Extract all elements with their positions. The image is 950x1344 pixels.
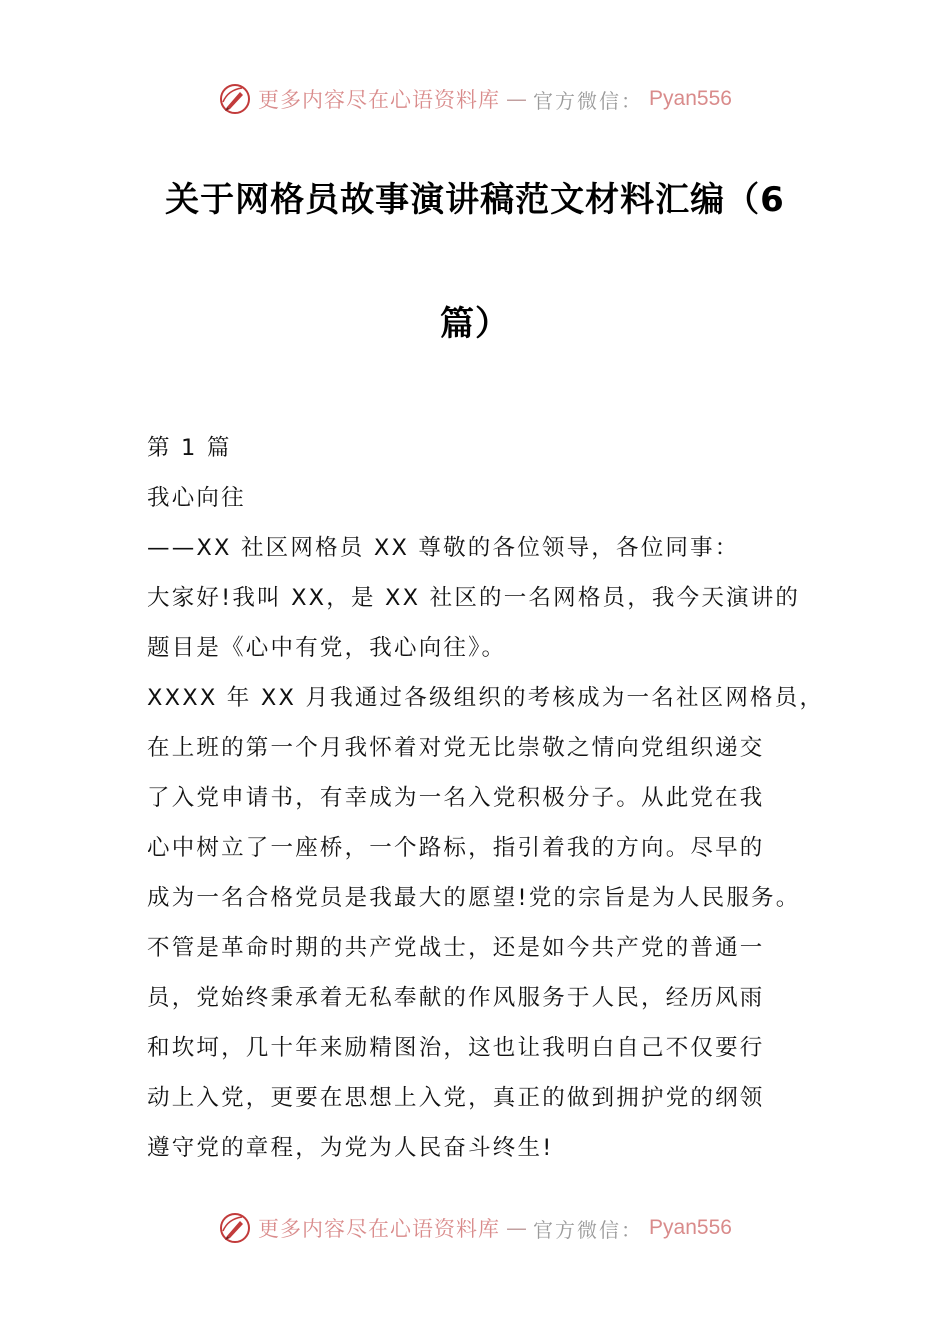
watermark-wechat-id: Pyan556	[649, 1216, 732, 1239]
header-watermark	[0, 82, 950, 116]
paragraph-line: 员，党始终秉承着无私奉献的作风服务于人民，经历风雨	[147, 985, 765, 1011]
section-heading: 第 1 篇	[147, 435, 232, 461]
document-body	[147, 428, 837, 1178]
watermark-text: 更多内容尽在心语资料库	[258, 1217, 501, 1241]
watermark-separator: —	[506, 87, 528, 111]
watermark-wechat-label: 官方微信：	[533, 1217, 644, 1242]
paragraph-line: 和坎坷，几十年来励精图治，这也让我明白自己不仅要行	[147, 1035, 765, 1061]
paragraph-line: 遵守党的章程，为党为人民奋斗终生!	[147, 1135, 554, 1161]
paragraph-line: 成为一名合格党员是我最大的愿望!党的宗旨是为人民服务。	[147, 885, 801, 911]
watermark-separator: —	[506, 1216, 528, 1240]
paragraph-line: 了入党申请书，有幸成为一名入党积极分子。从此党在我	[147, 785, 765, 811]
speech-byline: ——XX 社区网格员 XX 尊敬的各位领导，各位同事：	[147, 535, 740, 561]
document-title-line-1: 关于网格员故事演讲稿范文材料汇编（6	[165, 180, 785, 220]
footer-watermark	[0, 1211, 950, 1245]
watermark-text: 更多内容尽在心语资料库	[258, 88, 501, 112]
watermark-wechat-label: 官方微信：	[533, 88, 644, 113]
pen-logo-icon	[218, 1211, 252, 1245]
speech-title: 我心向往	[147, 485, 246, 511]
paragraph-line: 动上入党，更要在思想上入党，真正的做到拥护党的纲领	[147, 1085, 765, 1111]
paragraph-line: 题目是《心中有党，我心向往》。	[147, 635, 507, 661]
document-title-line-2: 篇）	[440, 304, 510, 344]
paragraph-line: 不管是革命时期的共产党战士，还是如今共产党的普通一	[147, 935, 765, 961]
paragraph-line: 心中树立了一座桥，一个路标，指引着我的方向。尽早的	[147, 835, 765, 861]
paragraph-line: 在上班的第一个月我怀着对党无比崇敬之情向党组织递交	[147, 735, 765, 761]
paragraph-line: 大家好!我叫 XX，是 XX 社区的一名网格员，我今天演讲的	[147, 585, 801, 611]
paragraph-line: XXXX 年 XX 月我通过各级组织的考核成为一名社区网格员，	[147, 685, 825, 711]
pen-logo-icon	[218, 82, 252, 116]
watermark-wechat-id: Pyan556	[649, 87, 732, 110]
